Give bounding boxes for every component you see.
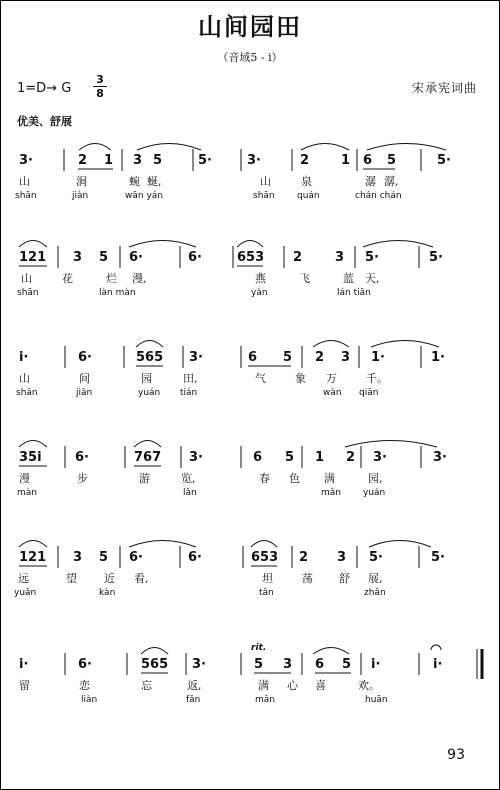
note: 5·	[369, 550, 383, 565]
lyric-syllable: 田,	[183, 372, 198, 385]
note: 5·	[429, 250, 443, 265]
key-signature: 1=D→ G	[17, 81, 72, 96]
lyric-syllable: 舒	[339, 572, 350, 585]
note: 565	[141, 657, 169, 672]
lyric-syllable: 象	[295, 372, 306, 385]
lyric-syllable: 烂	[106, 272, 117, 285]
note: 3·	[247, 153, 261, 168]
lyric-syllable: 潺	[365, 175, 376, 188]
note: 5	[387, 153, 397, 168]
note: 6·	[78, 657, 92, 672]
pinyin-syllable: lǎn	[183, 488, 197, 498]
note: 6·	[129, 550, 143, 565]
note: 3·	[373, 450, 387, 465]
note: i·	[433, 657, 443, 672]
note: i·	[371, 657, 381, 672]
pinyin-syllable: tián	[180, 388, 198, 398]
note: 3·	[189, 350, 203, 365]
lyric-syllable: 天,	[365, 272, 380, 285]
note: 6·	[188, 550, 202, 565]
pinyin-syllable: yuán	[363, 488, 386, 498]
pinyin-syllable: wān yán	[125, 191, 163, 201]
note: 35i	[19, 450, 42, 465]
lyric-syllable: 满	[324, 472, 335, 485]
note: 121	[19, 550, 47, 565]
ritardando-mark: rit.	[251, 643, 267, 653]
lyric-syllable: 望	[66, 572, 77, 585]
lyric-syllable: 满	[258, 679, 269, 692]
note: 3	[341, 350, 351, 365]
song-title: 山间园田	[198, 12, 302, 41]
lyric-syllable: 万	[326, 372, 337, 385]
score-line	[1, 137, 499, 233]
pinyin-syllable: yàn	[251, 288, 268, 298]
lyric-syllable: 山	[260, 175, 271, 188]
note: i·	[19, 350, 29, 365]
note: 6	[248, 350, 258, 365]
pinyin-syllable-layer	[1, 588, 499, 602]
note: 2	[299, 550, 309, 565]
pinyin-syllable: kàn	[99, 588, 116, 598]
note: 6·	[78, 350, 92, 365]
lyric-syllable: 燕	[255, 272, 266, 285]
pinyin-syllable: wàn	[323, 388, 342, 398]
composer-credit: 宋承宪词曲	[411, 81, 477, 95]
time-signature-top: 3	[96, 73, 104, 86]
pinyin-syllable: lán tiān	[337, 288, 371, 298]
pinyin-syllable: qiān	[359, 388, 379, 398]
lyric-syllable: 山	[19, 175, 30, 188]
lyric-syllable: 山	[21, 272, 32, 285]
note: 3·	[192, 657, 206, 672]
note: 2	[315, 350, 325, 365]
pinyin-syllable: huān	[365, 695, 388, 705]
note: 3	[73, 550, 83, 565]
note: 3	[335, 250, 345, 265]
lyric-syllable: 山	[19, 372, 30, 385]
pinyin-syllable: shān	[16, 388, 38, 398]
lyric-syllable: 欢。	[358, 679, 380, 692]
lyric-syllable: 园,	[368, 472, 383, 485]
note: 3·	[19, 153, 33, 168]
note: 6	[315, 657, 325, 672]
note: 2	[300, 153, 310, 168]
pinyin-syllable-layer	[1, 388, 499, 402]
note: 5	[99, 250, 109, 265]
note: 3	[283, 657, 293, 672]
note: 6	[363, 153, 373, 168]
pinyin-syllable: shān	[15, 191, 37, 201]
lyric-syllable: 坦	[262, 572, 273, 585]
pinyin-syllable: jiān	[76, 388, 93, 398]
lyric-syllable: 泉	[301, 175, 312, 188]
score-line	[1, 234, 499, 330]
pinyin-syllable: fǎn	[186, 695, 201, 705]
lyric-syllable-layer	[1, 677, 499, 693]
lyric-syllable: 漫	[19, 472, 30, 485]
lyric-syllable: 蜒,	[147, 175, 162, 188]
score-line	[1, 334, 499, 430]
pinyin-syllable: quán	[297, 191, 320, 201]
pinyin-syllable: làn màn	[99, 288, 136, 298]
lyric-syllable: 荡	[302, 572, 313, 585]
time-signature	[93, 73, 107, 100]
note: 3·	[189, 450, 203, 465]
pinyin-syllable-layer	[1, 488, 499, 502]
note: 3·	[433, 450, 447, 465]
note: 653	[251, 550, 279, 565]
pinyin-syllable: zhǎn	[364, 588, 386, 598]
lyric-syllable: 千。	[366, 372, 388, 385]
note: 5	[283, 350, 293, 365]
lyric-syllable-layer	[1, 470, 499, 486]
note: 6·	[188, 250, 202, 265]
pinyin-syllable-layer	[1, 695, 499, 709]
note: 5·	[365, 250, 379, 265]
note: 3	[133, 153, 143, 168]
lyric-syllable: 游	[139, 472, 150, 485]
lyric-syllable: 返,	[187, 679, 202, 692]
lyric-syllable: 看,	[134, 572, 149, 585]
page-number: 93	[447, 747, 465, 763]
note: 6	[253, 450, 263, 465]
pinyin-syllable: shān	[253, 191, 275, 201]
pinyin-syllable: liàn	[81, 695, 98, 705]
lyric-syllable-layer	[1, 370, 499, 386]
pinyin-syllable: yuǎn	[14, 588, 37, 598]
lyric-syllable: 漫,	[132, 272, 147, 285]
lyric-syllable-layer	[1, 270, 499, 286]
note: 1	[341, 153, 351, 168]
score-line	[1, 434, 499, 530]
lyric-syllable: 步	[77, 472, 88, 485]
note: 767	[134, 450, 162, 465]
note: 2	[346, 450, 356, 465]
vocal-range: （音域5 - i）	[217, 51, 283, 64]
note: 5	[342, 657, 352, 672]
pinyin-syllable: shān	[17, 288, 39, 298]
score-line	[1, 534, 499, 630]
note: 2	[78, 153, 88, 168]
note: 5·	[431, 550, 445, 565]
lyric-syllable: 园	[141, 372, 152, 385]
lyric-syllable: 恋	[79, 679, 90, 692]
lyric-syllable: 近	[104, 572, 115, 585]
pinyin-syllable: tǎn	[259, 588, 274, 598]
note: 5	[285, 450, 295, 465]
note: 5·	[198, 153, 212, 168]
note: 5	[254, 657, 264, 672]
lyric-syllable: 气	[255, 372, 266, 385]
lyric-syllable: 蓝	[343, 272, 354, 285]
note: 565	[136, 350, 164, 365]
pinyin-syllable: mǎn	[321, 488, 341, 498]
lyric-syllable: 远	[18, 572, 29, 585]
note: 1·	[431, 350, 445, 365]
lyric-syllable: 忘	[141, 679, 152, 692]
pinyin-syllable: jiàn	[72, 191, 89, 201]
pinyin-syllable: yuán	[138, 388, 161, 398]
lyric-syllable-layer	[1, 173, 499, 189]
lyric-syllable: 花	[62, 272, 73, 285]
note: 121	[19, 250, 47, 265]
lyric-syllable: 色	[289, 472, 300, 485]
pinyin-syllable-layer	[1, 191, 499, 205]
lyric-syllable: 涧	[76, 175, 87, 188]
pinyin-syllable: màn	[17, 488, 37, 498]
lyric-syllable: 喜	[315, 679, 326, 692]
lyric-syllable: 春	[259, 472, 270, 485]
note: 3	[73, 250, 83, 265]
note: 1·	[371, 350, 385, 365]
note: 5	[153, 153, 163, 168]
note: i·	[19, 657, 29, 672]
lyric-syllable: 间	[79, 372, 90, 385]
note: 1	[315, 450, 325, 465]
lyric-syllable: 留	[19, 679, 30, 692]
note: 653	[237, 250, 265, 265]
pinyin-syllable: chán chán	[355, 191, 402, 201]
note: 5·	[437, 153, 451, 168]
note: 5	[99, 550, 109, 565]
note: 1	[104, 153, 114, 168]
lyric-syllable: 飞	[299, 272, 310, 285]
time-signature-bottom: 8	[93, 86, 107, 100]
tempo-marking: 优美、舒展	[17, 115, 72, 128]
lyric-syllable: 潺,	[384, 175, 399, 188]
lyric-syllable: 心	[287, 679, 298, 692]
note: 6·	[129, 250, 143, 265]
note: 2	[293, 250, 303, 265]
note: 6·	[75, 450, 89, 465]
lyric-syllable: 蜿	[129, 175, 140, 188]
pinyin-syllable: mǎn	[255, 695, 275, 705]
score-line	[1, 641, 499, 737]
pinyin-syllable-layer	[1, 288, 499, 302]
lyric-syllable: 览,	[181, 472, 196, 485]
note: 3	[337, 550, 347, 565]
lyric-syllable: 展,	[368, 572, 383, 585]
lyric-syllable-layer	[1, 570, 499, 586]
